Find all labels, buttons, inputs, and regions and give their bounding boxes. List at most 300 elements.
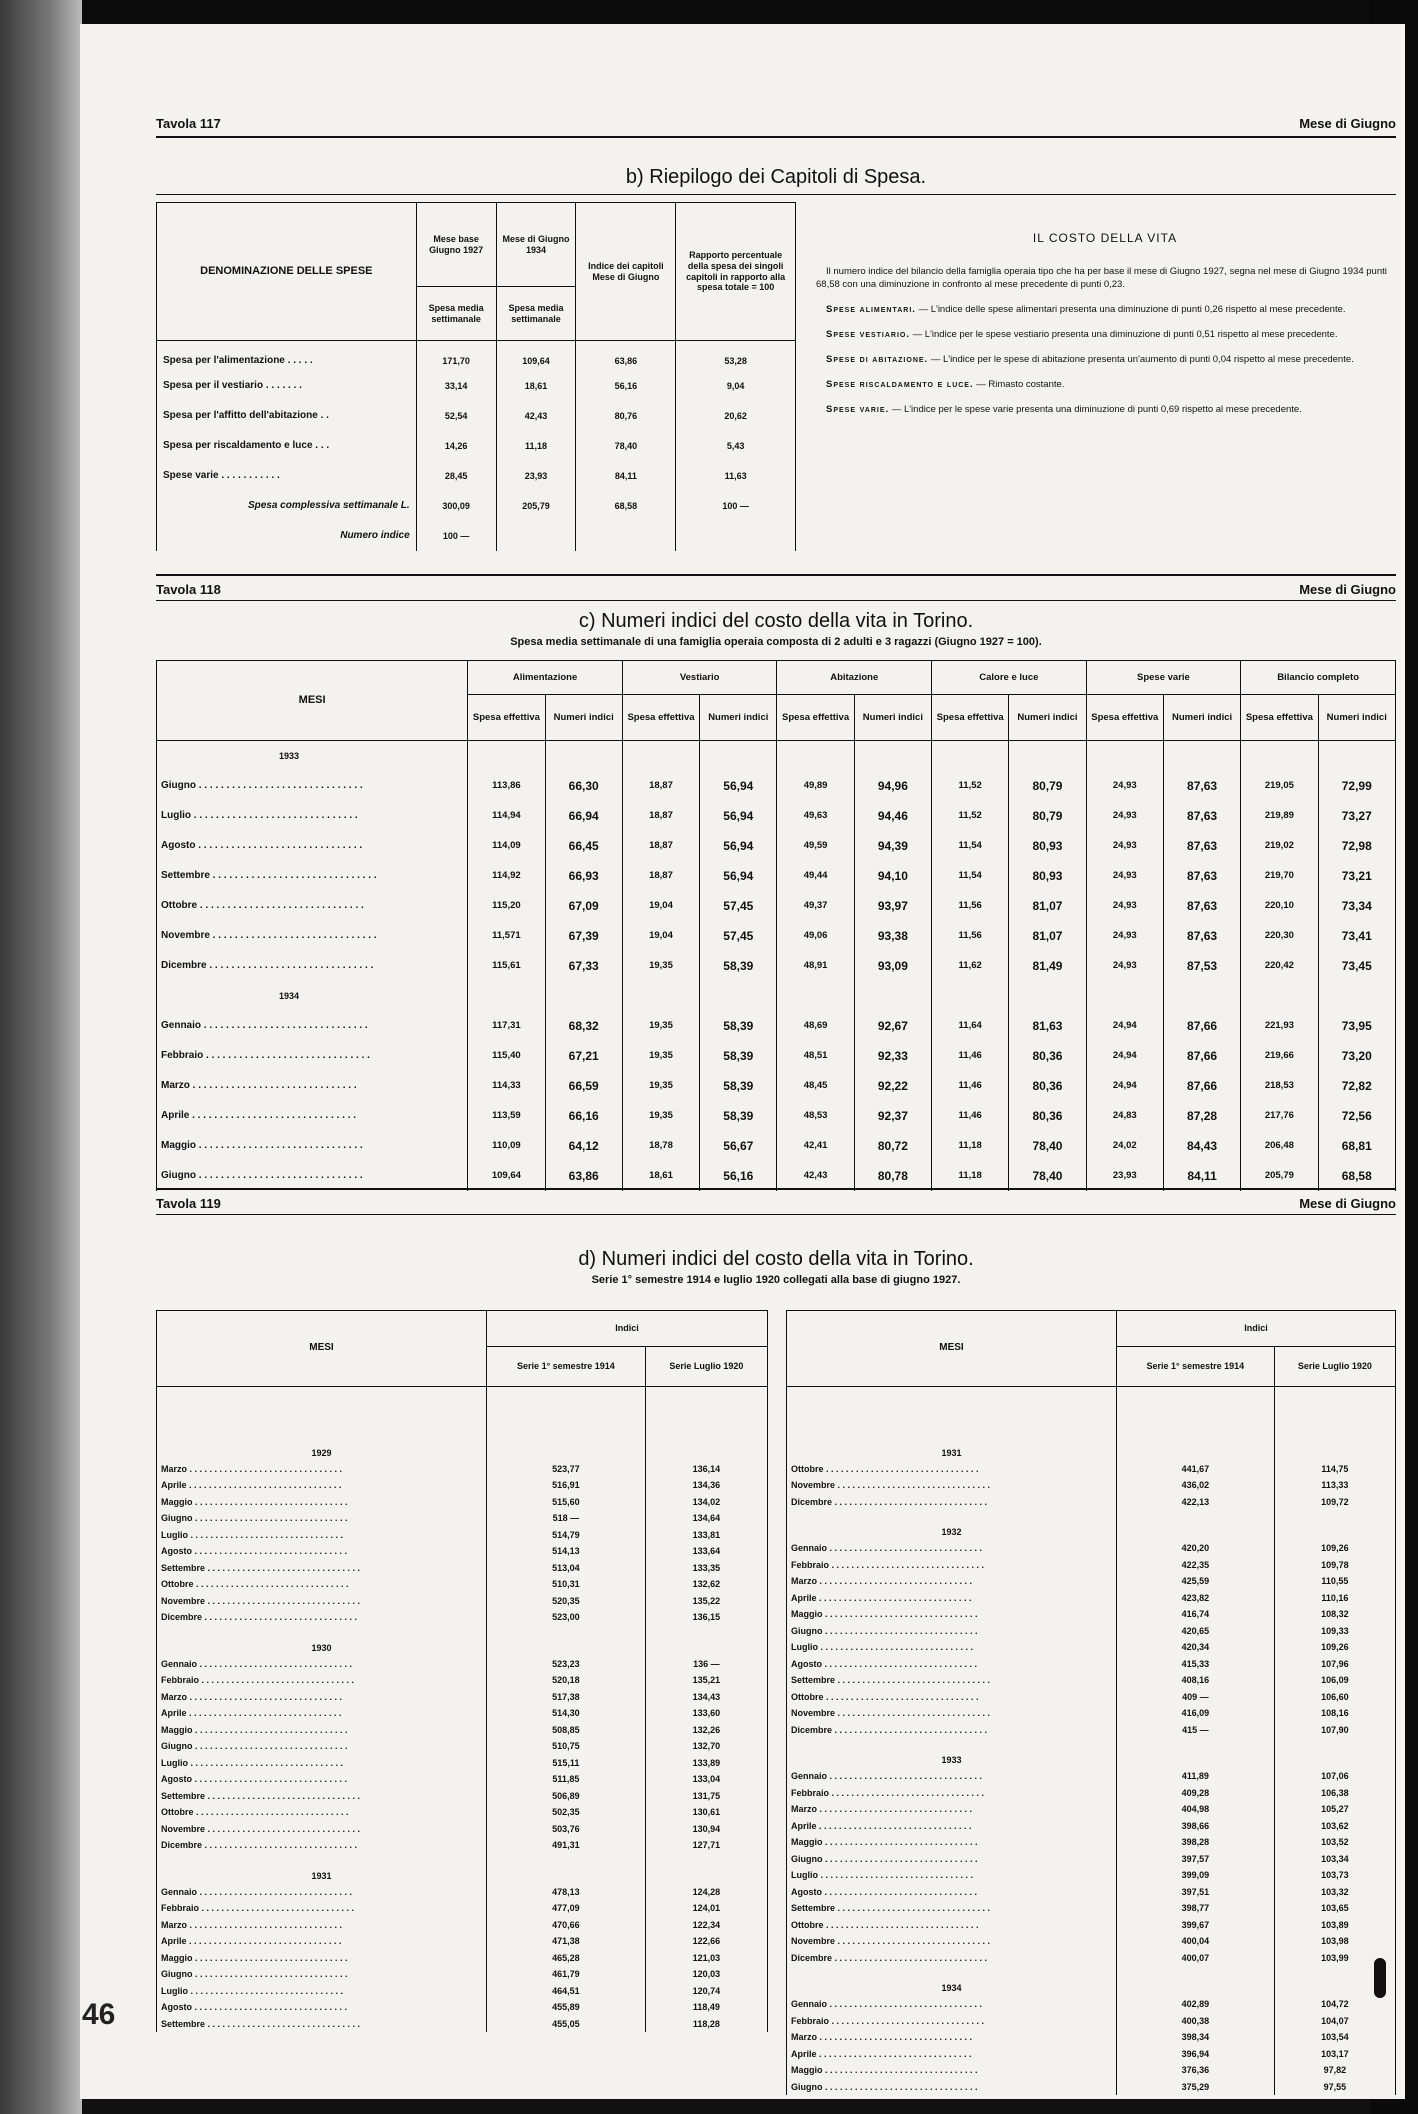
value-1914: 515,11 [487, 1755, 646, 1772]
cell-index [576, 521, 676, 551]
table-row [787, 1639, 1396, 1656]
value-cell: 11,56 [932, 891, 1009, 921]
section-d-title: d) Numeri indici del costo della vita in Torino. [578, 1248, 974, 1270]
month-name: Agosto [161, 2002, 192, 2013]
month-label: Dicembre . . . . . . . . . . . . . . . . . . . . . . . . . . . . . . . [157, 1609, 487, 1626]
month-label: Agosto . . . . . . . . . . . . . . . . . . . . . . . . . . . . . . . [787, 1884, 1117, 1901]
value-cell: 24,93 [1086, 891, 1163, 921]
value-cell: 66,30 [545, 771, 622, 801]
month-name: Settembre [791, 1675, 836, 1686]
cell-base: 171,70 [416, 341, 496, 371]
value-1914: 409,28 [1117, 1785, 1275, 1802]
month-label: Maggio . . . . . . . . . . . . . . . . . . . . . . . . . . . . . . . [157, 1950, 487, 1967]
table-row [157, 1041, 1396, 1071]
month-name: Novembre [791, 1480, 836, 1491]
value-cell: 24,94 [1086, 1011, 1163, 1041]
value-1920: 136,14 [645, 1461, 767, 1478]
month-label: Ottobre . . . . . . . . . . . . . . . . . . . . . . . . . . . . . . . [787, 1689, 1117, 1706]
cell-base: 100 — [416, 521, 496, 551]
value-1920: 133,04 [645, 1771, 767, 1788]
year-row [787, 1738, 1396, 1768]
empty-cell [854, 981, 931, 1011]
note-head: Spese di abitazione. [826, 354, 929, 365]
column-header: Spesa effettiva [1086, 695, 1163, 741]
value-1920: 103,99 [1274, 1950, 1395, 1967]
note-text: — Rimasto costante. [973, 379, 1065, 390]
value-cell: 19,04 [622, 921, 699, 951]
empty-cell [157, 1387, 487, 1431]
value-cell: 87,28 [1163, 1101, 1240, 1131]
table-row [787, 1722, 1396, 1739]
value-cell: 68,81 [1318, 1131, 1395, 1161]
scan-mark [1374, 1958, 1386, 1998]
year-row [157, 1431, 768, 1461]
divider [156, 1188, 1396, 1190]
month-name: Giugno [161, 1741, 193, 1752]
month-label: Novembre . . . . . . . . . . . . . . . . . . . . . . . . . . . . . . . [157, 1821, 487, 1838]
column-header: Serie Luglio 1920 [645, 1347, 767, 1387]
column-header: Numeri indici [1009, 695, 1086, 741]
empty-cell [468, 741, 545, 771]
value-1920: 103,34 [1274, 1851, 1395, 1868]
cell-ratio: 11,63 [676, 461, 796, 491]
table-row [157, 1983, 768, 2000]
table-row [157, 1461, 768, 1478]
table-row [157, 891, 1396, 921]
table-row [157, 1477, 768, 1494]
month-name: Febbraio [161, 1050, 204, 1061]
table-row [157, 491, 796, 521]
value-1914: 411,89 [1117, 1768, 1275, 1785]
value-1914: 397,57 [1117, 1851, 1275, 1868]
month-label: Maggio . . . . . . . . . . . . . . . . . . . . . . . . . . . . . . . [787, 1834, 1117, 1851]
cell-month: 42,43 [496, 401, 576, 431]
value-cell: 114,09 [468, 831, 545, 861]
row-label: Spesa per riscaldamento e luce . . . [157, 431, 417, 461]
table-row [787, 1933, 1396, 1950]
cell-index: 78,40 [576, 431, 676, 461]
month-label: Novembre . . . . . . . . . . . . . . . . . . . . . . . . . . . . . . . [787, 1933, 1117, 1950]
table-row [787, 1672, 1396, 1689]
empty-cell [1163, 981, 1240, 1011]
value-cell: 49,06 [777, 921, 854, 951]
value-1914: 491,31 [487, 1837, 646, 1854]
value-1920: 109,72 [1274, 1494, 1395, 1511]
table-row [157, 1161, 1396, 1191]
value-cell: 24,02 [1086, 1131, 1163, 1161]
table-row [157, 1011, 1396, 1041]
value-cell: 72,82 [1318, 1071, 1395, 1101]
month-name: Novembre [791, 1708, 836, 1719]
empty-cell [1086, 981, 1163, 1011]
table-row [787, 1867, 1396, 1884]
column-header: Indice dei capitoli Mese di Giugno [576, 203, 676, 341]
value-cell: 92,37 [854, 1101, 931, 1131]
month-name: Agosto [161, 1546, 192, 1557]
column-header: Serie 1° semestre 1914 [1117, 1347, 1275, 1387]
month-name: Gennaio [161, 1658, 198, 1669]
month-name: Marzo [161, 1691, 188, 1702]
value-1920: 109,26 [1274, 1639, 1395, 1656]
month-label: Maggio . . . . . . . . . . . . . . . . . . . . . . . . . . . . . . . [787, 1606, 1117, 1623]
value-cell: 66,16 [545, 1101, 622, 1131]
value-1920: 103,65 [1274, 1900, 1395, 1917]
table-row [157, 1510, 768, 1527]
empty-cell [1117, 1431, 1275, 1461]
month-label: Febbraio . . . . . . . . . . . . . . . . . . . . . . . . . . . . . . . [157, 1672, 487, 1689]
value-cell: 11,52 [932, 801, 1009, 831]
value-cell: 48,45 [777, 1071, 854, 1101]
note-text: — L'indice per le spese vestiario presenta una diminuzione di punti 0,51 rispetto al mese precedente. [910, 329, 1338, 340]
empty-cell [1009, 741, 1086, 771]
empty-cell [777, 981, 854, 1011]
value-cell: 24,93 [1086, 921, 1163, 951]
month-name: Dicembre [791, 1724, 833, 1735]
note-text: — L'indice per le spese varie presenta una diminuzione di punti 0,69 rispetto al mese precedente. [889, 404, 1302, 415]
table-row [157, 1609, 768, 1626]
value-cell: 219,02 [1241, 831, 1318, 861]
month-label: Marzo . . . . . . . . . . . . . . . . . . . . . . . . . . . . . . . [157, 1917, 487, 1934]
historical-index-table-left [156, 1310, 768, 2032]
value-cell: 19,35 [622, 1101, 699, 1131]
cell-index: 80,76 [576, 401, 676, 431]
table-row [157, 1656, 768, 1673]
value-cell: 56,94 [700, 801, 777, 831]
value-cell: 110,09 [468, 1131, 545, 1161]
cost-index-table [156, 660, 1396, 1191]
value-1914: 513,04 [487, 1560, 646, 1577]
value-1920: 104,07 [1274, 2013, 1395, 2030]
month-label: Settembre . . . . . . . . . . . . . . . . . . . . . . . . . . . . . . . [157, 1560, 487, 1577]
value-1914: 400,07 [1117, 1950, 1275, 1967]
month-name: Gennaio [791, 1771, 828, 1782]
value-1920: 130,61 [645, 1804, 767, 1821]
value-1914: 398,34 [1117, 2029, 1275, 2046]
table-row [787, 1801, 1396, 1818]
value-1920: 110,55 [1274, 1573, 1395, 1590]
value-1920: 114,75 [1274, 1461, 1395, 1478]
month-label: Aprile . . . . . . . . . . . . . . . . . . . . . . . . . . . . . . . [787, 1590, 1117, 1607]
value-cell: 220,30 [1241, 921, 1318, 951]
value-1920: 133,60 [645, 1705, 767, 1722]
value-1914: 455,89 [487, 1999, 646, 2016]
group-header: Indici [1117, 1311, 1396, 1347]
month-name: Giugno [161, 1170, 196, 1181]
value-cell: 24,93 [1086, 831, 1163, 861]
value-cell: 49,37 [777, 891, 854, 921]
historical-index-table-right [786, 1310, 1396, 2095]
month-name: Maggio [791, 1837, 823, 1848]
table-label: Tavola 117 [156, 116, 221, 131]
note-text: — L'indice delle spese alimentari presenta una diminuzione di punti 0,26 rispetto al mese precedente. [915, 304, 1346, 315]
month-label: Ottobre . . . . . . . . . . . . . . . . . . . . . . . . . . . . . . . [157, 1804, 487, 1821]
value-1920: 133,81 [645, 1527, 767, 1544]
month-label: Marzo . . . . . . . . . . . . . . . . . . . . . . . . . . . . . . . [787, 2029, 1117, 2046]
table-row [787, 1689, 1396, 1706]
table-row [157, 831, 1396, 861]
month-label: Gennaio . . . . . . . . . . . . . . . . . . . . . . . . . . . . . . . [157, 1884, 487, 1901]
value-cell: 87,66 [1163, 1011, 1240, 1041]
month-label: Ottobre . . . . . . . . . . . . . . . . . . . . . . . . . . . . . . . [787, 1917, 1117, 1934]
month-label: Giugno . . . . . . . . . . . . . . . . . . . . . . . . . . . . . . [157, 771, 468, 801]
value-1914: 415,33 [1117, 1656, 1275, 1673]
table-row [157, 1821, 768, 1838]
month-label: Ottobre . . . . . . . . . . . . . . . . . . . . . . . . . . . . . . . [787, 1461, 1117, 1478]
month-label: Aprile . . . . . . . . . . . . . . . . . . . . . . . . . . . . . . . [787, 1818, 1117, 1835]
month-name: Novembre [161, 1823, 206, 1834]
table-row [157, 431, 796, 461]
value-1914: 402,89 [1117, 1996, 1275, 2013]
year-label: 1930 [157, 1626, 487, 1656]
value-cell: 81,07 [1009, 921, 1086, 951]
section-c-subtitle: Spesa media settimanale di una famiglia operaia composta di 2 adulti e 3 ragazzi (Giugno 1927 = 100). [510, 636, 1042, 648]
year-row [157, 1626, 768, 1656]
value-1914: 455,05 [487, 2016, 646, 2033]
month-label: Marzo . . . . . . . . . . . . . . . . . . . . . . . . . . . . . . . [787, 1573, 1117, 1590]
cell-ratio: 20,62 [676, 401, 796, 431]
month-name: Dicembre [161, 960, 207, 971]
month-name: Settembre [161, 1562, 206, 1573]
value-1920: 131,75 [645, 1788, 767, 1805]
cell-month [496, 521, 576, 551]
value-1914: 441,67 [1117, 1461, 1275, 1478]
table-row [157, 1576, 768, 1593]
month-label: Aprile . . . . . . . . . . . . . . . . . . . . . . . . . . . . . . . [787, 2046, 1117, 2063]
value-1920: 132,62 [645, 1576, 767, 1593]
value-cell: 87,63 [1163, 891, 1240, 921]
value-cell: 56,16 [700, 1161, 777, 1191]
column-header: Spesa media settimanale [416, 287, 496, 341]
month-name: Febbraio [791, 2015, 830, 2026]
value-cell: 87,66 [1163, 1071, 1240, 1101]
year-label: 1931 [787, 1431, 1117, 1461]
month-label: Luglio . . . . . . . . . . . . . . . . . . . . . . . . . . . . . . . [157, 1755, 487, 1772]
year-row [157, 981, 1396, 1011]
table-row [157, 1950, 768, 1967]
month-label: Settembre . . . . . . . . . . . . . . . . . . . . . . . . . . . . . . . [787, 1900, 1117, 1917]
value-cell: 24,93 [1086, 861, 1163, 891]
year-label: 1934 [787, 1966, 1117, 1996]
value-cell: 67,09 [545, 891, 622, 921]
column-header: Numeri indici [854, 695, 931, 741]
value-cell: 23,93 [1086, 1161, 1163, 1191]
value-1920: 103,98 [1274, 1933, 1395, 1950]
month-name: Settembre [161, 1790, 206, 1801]
value-cell: 19,35 [622, 951, 699, 981]
value-cell: 80,78 [854, 1161, 931, 1191]
cell-base: 33,14 [416, 371, 496, 401]
empty-cell [622, 981, 699, 1011]
value-1920: 127,71 [645, 1837, 767, 1854]
value-1920: 110,16 [1274, 1590, 1395, 1607]
row-label: Spese varie . . . . . . . . . . . [157, 461, 417, 491]
value-cell: 11,18 [932, 1161, 1009, 1191]
year-label: 1931 [157, 1854, 487, 1884]
value-cell: 113,86 [468, 771, 545, 801]
value-1914: 517,38 [487, 1689, 646, 1706]
value-cell: 48,53 [777, 1101, 854, 1131]
value-cell: 80,79 [1009, 771, 1086, 801]
section-c-header [156, 582, 1396, 597]
divider [156, 136, 1396, 138]
month-name: Agosto [161, 840, 196, 851]
table-row [157, 921, 1396, 951]
empty-cell [545, 981, 622, 1011]
empty-cell [1163, 741, 1240, 771]
value-1914: 511,85 [487, 1771, 646, 1788]
month-label: Aprile . . . . . . . . . . . . . . . . . . . . . . . . . . . . . . . [157, 1933, 487, 1950]
month-label: Febbraio . . . . . . . . . . . . . . . . . . . . . . . . . . . . . . [157, 1041, 468, 1071]
value-1914: 398,77 [1117, 1900, 1275, 1917]
table-row [787, 1950, 1396, 1967]
month-name: Maggio [161, 1496, 193, 1507]
value-cell: 19,35 [622, 1041, 699, 1071]
empty-cell [777, 741, 854, 771]
table-row [787, 1900, 1396, 1917]
month-label: Dicembre . . . . . . . . . . . . . . . . . . . . . . . . . . . . . . . [787, 1494, 1117, 1511]
value-cell: 93,97 [854, 891, 931, 921]
value-1914: 425,59 [1117, 1573, 1275, 1590]
table-row [157, 461, 796, 491]
value-cell: 87,63 [1163, 801, 1240, 831]
year-label: 1929 [157, 1431, 487, 1461]
column-header: Spesa effettiva [1241, 695, 1318, 741]
month-label: Dicembre . . . . . . . . . . . . . . . . . . . . . . . . . . . . . . [157, 951, 468, 981]
value-cell: 219,89 [1241, 801, 1318, 831]
note-text: — L'indice per le spese di abitazione presenta un'aumento di punti 0,04 rispetto al mese precedente. [928, 354, 1354, 365]
cell-ratio: 100 — [676, 491, 796, 521]
row-label: Spesa per l'affitto dell'abitazione . . [157, 401, 417, 431]
value-cell: 94,10 [854, 861, 931, 891]
divider [156, 600, 1396, 601]
table-row [787, 1851, 1396, 1868]
month-name: Giugno [791, 2081, 823, 2092]
value-1914: 520,35 [487, 1593, 646, 1610]
cell-ratio: 5,43 [676, 431, 796, 461]
month-name: Dicembre [791, 1952, 833, 1963]
group-header: Abitazione [777, 661, 932, 695]
commentary [816, 202, 1394, 428]
value-1914: 515,60 [487, 1494, 646, 1511]
value-cell: 78,40 [1009, 1161, 1086, 1191]
value-cell: 48,69 [777, 1011, 854, 1041]
value-cell: 18,87 [622, 801, 699, 831]
value-1914: 375,29 [1117, 2079, 1275, 2096]
month-name: Marzo [791, 1804, 818, 1815]
commentary-intro: Il numero indice del bilancio della famiglia operaia tipo che ha per base il mese di Giugno 1927, segna nel mese di Giugno 1934 punti 68,58 con una diminuzione in confronto al mese precedente di punti 0,23. [816, 266, 1387, 290]
value-cell: 73,45 [1318, 951, 1395, 981]
value-1914: 477,09 [487, 1900, 646, 1917]
value-cell: 87,63 [1163, 861, 1240, 891]
table-row [157, 1788, 768, 1805]
value-1920: 105,27 [1274, 1801, 1395, 1818]
table-row [787, 2029, 1396, 2046]
month-name: Aprile [791, 2048, 817, 2059]
cell-month: 11,18 [496, 431, 576, 461]
value-cell: 80,36 [1009, 1071, 1086, 1101]
table-row [787, 1768, 1396, 1785]
value-cell: 80,36 [1009, 1101, 1086, 1131]
value-cell: 94,46 [854, 801, 931, 831]
month-label: Luglio . . . . . . . . . . . . . . . . . . . . . . . . . . . . . . . [787, 1867, 1117, 1884]
value-cell: 78,40 [1009, 1131, 1086, 1161]
empty-cell [1086, 741, 1163, 771]
column-header: Spesa effettiva [932, 695, 1009, 741]
value-cell: 58,39 [700, 1011, 777, 1041]
value-cell: 19,35 [622, 1011, 699, 1041]
value-1914: 400,04 [1117, 1933, 1275, 1950]
month-label: Agosto . . . . . . . . . . . . . . . . . . . . . . . . . . . . . . . [157, 1771, 487, 1788]
value-cell: 11,46 [932, 1071, 1009, 1101]
value-cell: 73,27 [1318, 801, 1395, 831]
spacer-row [787, 1387, 1396, 1431]
value-1920: 109,78 [1274, 1557, 1395, 1574]
value-cell: 66,93 [545, 861, 622, 891]
table-row [157, 1755, 768, 1772]
table-row [157, 1999, 768, 2016]
table-row [787, 2062, 1396, 2079]
table-row [157, 1593, 768, 1610]
month-name: Agosto [791, 1658, 822, 1669]
value-cell: 58,39 [700, 1041, 777, 1071]
month-name: Gennaio [791, 1543, 828, 1554]
month-label: Agosto . . . . . . . . . . . . . . . . . . . . . . . . . . . . . . . [157, 1543, 487, 1560]
table-row [157, 1672, 768, 1689]
table-row [787, 2046, 1396, 2063]
value-cell: 93,38 [854, 921, 931, 951]
value-1914: 400,38 [1117, 2013, 1275, 2030]
column-header: Serie Luglio 1920 [1274, 1347, 1395, 1387]
value-cell: 73,95 [1318, 1011, 1395, 1041]
table-row [157, 2016, 768, 2033]
value-1920: 107,96 [1274, 1656, 1395, 1673]
group-header: Bilancio completo [1241, 661, 1396, 695]
column-header: MESI [157, 1311, 487, 1387]
month-label: Giugno . . . . . . . . . . . . . . . . . . . . . . . . . . . . . . . [157, 1738, 487, 1755]
empty-cell [645, 1854, 767, 1884]
table-row [157, 371, 796, 401]
table-row [157, 1884, 768, 1901]
empty-cell [932, 981, 1009, 1011]
value-cell: 114,92 [468, 861, 545, 891]
month-label: Agosto . . . . . . . . . . . . . . . . . . . . . . . . . . . . . . . [787, 1656, 1117, 1673]
month-label: Maggio . . . . . . . . . . . . . . . . . . . . . . . . . . . . . . . [157, 1494, 487, 1511]
empty-cell [645, 1626, 767, 1656]
empty-cell [1117, 1966, 1275, 1996]
empty-cell [1318, 741, 1395, 771]
value-cell: 11,54 [932, 861, 1009, 891]
empty-cell [1274, 1510, 1395, 1540]
year-row [157, 1854, 768, 1884]
value-cell: 114,33 [468, 1071, 545, 1101]
value-1914: 508,85 [487, 1722, 646, 1739]
cell-base: 52,54 [416, 401, 496, 431]
month-name: Settembre [161, 2018, 206, 2029]
value-cell: 92,33 [854, 1041, 931, 1071]
value-cell: 80,79 [1009, 801, 1086, 831]
column-header: MESI [157, 661, 468, 741]
value-cell: 117,31 [468, 1011, 545, 1041]
month-label: Marzo . . . . . . . . . . . . . . . . . . . . . . . . . . . . . . [157, 1071, 468, 1101]
value-1920: 104,72 [1274, 1996, 1395, 2013]
month-label: Gennaio . . . . . . . . . . . . . . . . . . . . . . . . . . . . . . . [787, 1768, 1117, 1785]
value-cell: 49,59 [777, 831, 854, 861]
value-1920: 97,82 [1274, 2062, 1395, 2079]
value-1920: 132,26 [645, 1722, 767, 1739]
value-1914: 510,31 [487, 1576, 646, 1593]
month-label: Dicembre . . . . . . . . . . . . . . . . . . . . . . . . . . . . . . . [787, 1722, 1117, 1739]
group-header: Calore e luce [932, 661, 1087, 695]
